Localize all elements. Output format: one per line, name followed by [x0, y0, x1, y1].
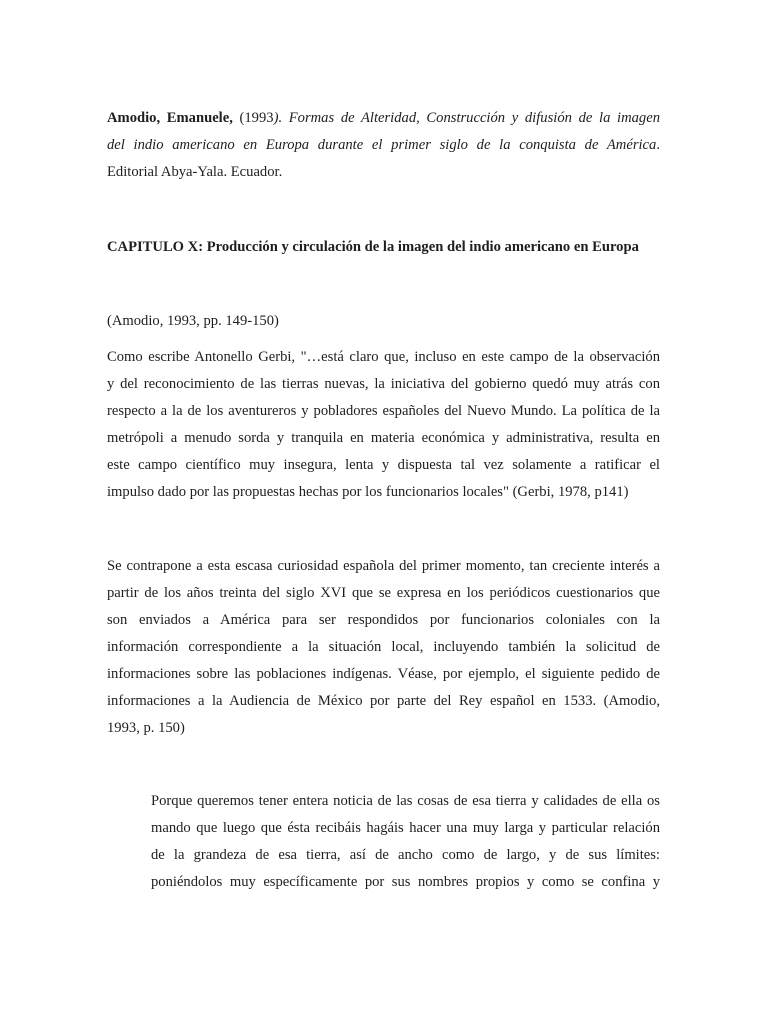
paragraph-line: este campo científico muy insegura, lenta y dispuesta tal vez solamente a ratificar el [107, 457, 660, 473]
paragraph-line: 1993, p. 150) [107, 720, 185, 736]
quote-line: Porque queremos tener entera noticia de las cosas de esa tierra y calidades de ella os [151, 793, 660, 809]
bibliographic-citation [107, 105, 660, 186]
quote-line: de la grandeza de esa tierra, así de ancho como de largo, y de sus límites: [151, 847, 660, 863]
citation-line-1 [107, 105, 660, 132]
paragraph-line: Se contrapone a esta escasa curiosidad española del primer momento, tan creciente interés a [107, 558, 660, 574]
paragraph-line: y del reconocimiento de las tierras nuevas, la iniciativa del gobierno quedó muy atrás con [107, 376, 660, 392]
page-reference: (Amodio, 1993, pp. 149-150) [107, 313, 279, 329]
paragraph-spanish-curiosity [107, 553, 660, 742]
quote-line: mando que luego que ésta recibáis hagáis hacer una muy larga y particular relación [151, 820, 660, 836]
paragraph-line: respecto a la de los aventureros y pobladores españoles del Nuevo Mundo. La política de la [107, 403, 660, 419]
paragraph-line: información correspondiente a la situación local, incluyendo también la solicitud de [107, 639, 660, 655]
paragraph-line: Como escribe Antonello Gerbi, "…está claro que, incluso en este campo de la observación [107, 349, 660, 365]
citation-title-end: . [656, 137, 660, 153]
paragraph-line: informaciones a la Audiencia de México por parte del Rey español en 1533. (Amodio, [107, 693, 660, 709]
paragraph-line: partir de los años treinta del siglo XVI que se expresa en los periódicos cuestionarios que [107, 585, 660, 601]
paragraph-gerbi-quote [107, 344, 660, 506]
paragraph-line: informaciones sobre las poblaciones indígenas. Véase, por ejemplo, el siguiente pedido de [107, 666, 660, 682]
paragraph-line: metrópoli a menudo sorda y tranquila en materia económica y administrativa, resulta en [107, 430, 660, 446]
citation-title-part-2: del indio americano en Europa durante el primer siglo de la conquista de América [107, 137, 657, 153]
citation-publisher: Editorial Abya-Yala. Ecuador. [107, 164, 283, 180]
citation-year: (1993 [232, 110, 274, 126]
chapter-heading: CAPITULO X: Producción y circulación de la imagen del indio americano en Europa [107, 239, 639, 255]
paragraph-line: impulso dado por las propuestas hechas por los funcionarios locales" (Gerbi, 1978, p141) [107, 484, 629, 500]
citation-line-2 [107, 132, 660, 159]
citation-title-part-1: ). Formas de Alteridad, Construcción y difusión de la imagen [273, 110, 660, 126]
paragraph-line: son enviados a América para ser respondidos por funcionarios coloniales con la [107, 612, 660, 628]
block-quote-royal-order [151, 788, 660, 896]
quote-line: poniéndolos muy específicamente por sus nombres propios y como se confina y [151, 874, 660, 890]
citation-author: Amodio, Emanuele, [107, 110, 233, 126]
